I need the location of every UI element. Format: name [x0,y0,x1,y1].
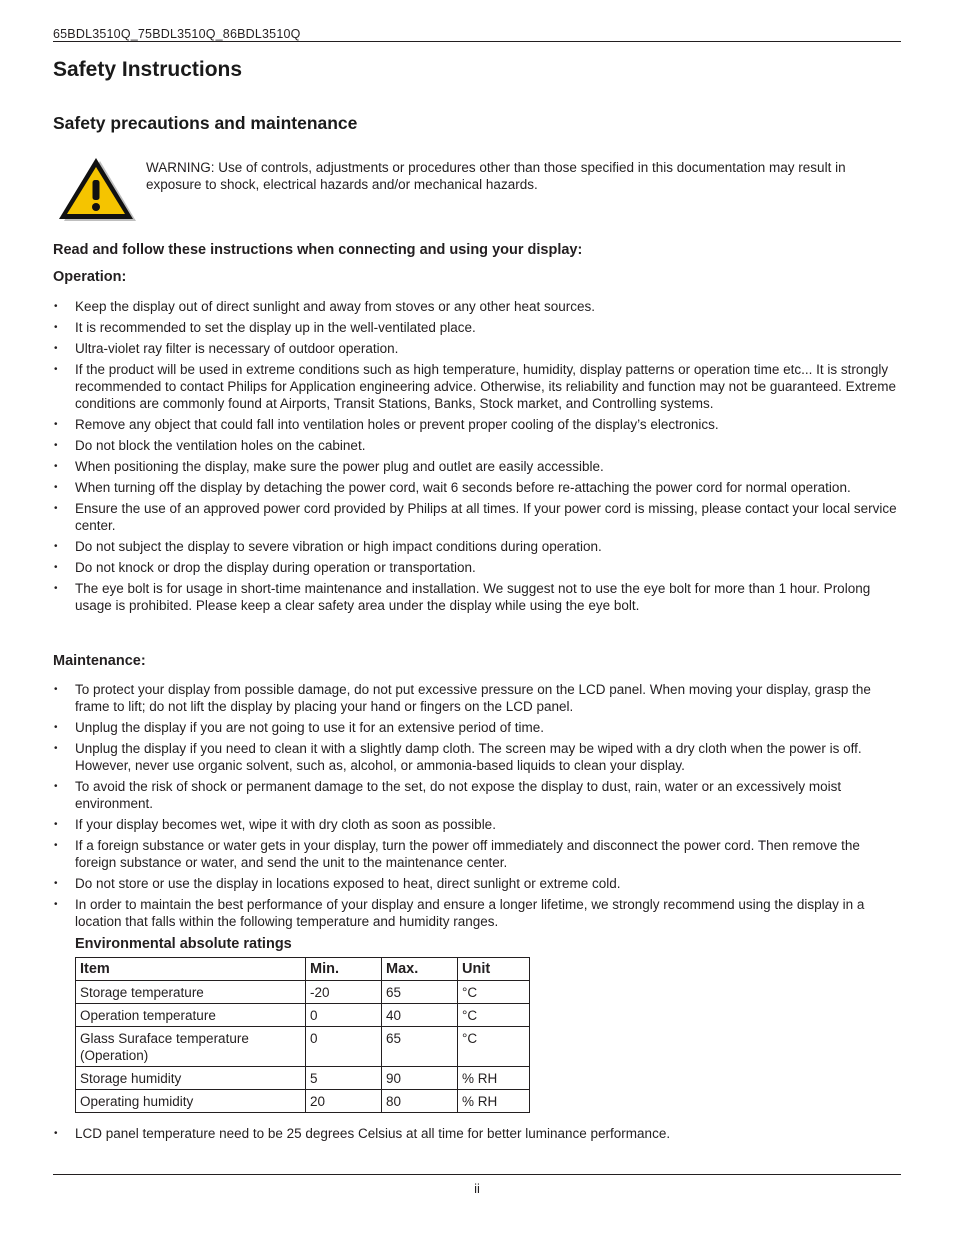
list-item: • Do not subject the display to severe vibration or high impact conditions during operation. [53,538,901,555]
list-item: • Ultra-violet ray filter is necessary of outdoor operation. [53,340,901,357]
env-table-title: Environmental absolute ratings [75,936,292,952]
list-item: • If a foreign substance or water gets in your display, turn the power off immediately and disconnect the power cord. Then remove the foreign substance or water, and send the unit to the maintenance center. [53,837,901,871]
table-cell: Glass Suraface temperature (Operation) [76,1027,306,1067]
page-number: ii [474,1181,480,1196]
footer-divider [53,1174,901,1175]
table-header-row [76,958,530,981]
table-row [76,1067,530,1090]
environmental-ratings-table [75,957,530,1113]
table-cell: °C [458,1027,530,1067]
table-cell: Operation temperature [76,1004,306,1027]
page-title: Safety Instructions [53,58,243,81]
list-item: • The eye bolt is for usage in short-time maintenance and installation. We suggest not to use the eye bolt for more than 1 hour. Prolong usage is prohibited. Please keep a clear safety area under the display while using the eye bolt. [53,580,901,614]
table-cell: 0 [306,1027,382,1067]
table-cell: 5 [306,1067,382,1090]
list-item: • Do not block the ventilation holes on the cabinet. [53,437,901,454]
list-item: • It is recommended to set the display up in the well-ventilated place. [53,319,901,336]
table-row [76,981,530,1004]
warning-text: WARNING: Use of controls, adjustments or procedures other than those specified in this documentation may result in exposure to shock, electrical hazards and/or mechanical hazards. [146,160,846,192]
table-cell: -20 [306,981,382,1004]
column-header-unit: Unit [458,958,530,981]
table-cell: °C [458,981,530,1004]
table-cell: °C [458,1004,530,1027]
list-item: • Do not knock or drop the display during operation or transportation. [53,559,901,576]
table-cell: 65 [382,981,458,1004]
list-item: • To avoid the risk of shock or permanent damage to the set, do not expose the display to dust, rain, water or an excessively moist environment. [53,778,901,812]
table-cell: % RH [458,1067,530,1090]
column-header-min: Min. [306,958,382,981]
section-title: Safety precautions and maintenance [53,113,358,133]
list-item: • Unplug the display if you are not going to use it for an extensive period of time. [53,719,901,736]
maintenance-list [53,681,901,934]
list-item: • To protect your display from possible damage, do not put excessive pressure on the LCD panel. When moving your display, grasp the frame to lift; do not lift the display by placing your hand or fingers on the LCD panel. [53,681,901,715]
table-cell: Storage temperature [76,981,306,1004]
list-item: • Do not store or use the display in locations exposed to heat, direct sunlight or extreme cold. [53,875,901,892]
list-item: • Remove any object that could fall into ventilation holes or prevent proper cooling of the display’s electronics. [53,416,901,433]
lead-instruction: Read and follow these instructions when connecting and using your display: [53,242,583,258]
list-item: • Unplug the display if you need to clean it with a slightly damp cloth. The screen may be wiped with a dry cloth when the power is off. However, never use organic solvent, such as, alcohol, or ammonia-based liquids to clean your display. [53,740,901,774]
model-header: 65BDL3510Q_75BDL3510Q_86BDL3510Q [53,27,301,41]
table-row [76,1090,530,1113]
column-header-max: Max. [382,958,458,981]
table-cell: 65 [382,1027,458,1067]
table-cell: 80 [382,1090,458,1113]
table-cell: 40 [382,1004,458,1027]
table-row [76,1027,530,1067]
table-cell: 20 [306,1090,382,1113]
list-item: • LCD panel temperature need to be 25 degrees Celsius at all time for better luminance performance. [53,1125,901,1142]
table-row [76,1004,530,1027]
list-item: • Ensure the use of an approved power cord provided by Philips at all times. If your power cord is missing, please contact your local service center. [53,500,901,534]
warning-triangle-icon [56,157,136,223]
list-item: • When turning off the display by detaching the power cord, wait 6 seconds before re-attaching the power cord for normal operation. [53,479,901,496]
list-item: • When positioning the display, make sure the power plug and outlet are easily accessible. [53,458,901,475]
table-cell: 0 [306,1004,382,1027]
operation-list [53,298,901,618]
operation-heading: Operation: [53,269,127,285]
header-divider [53,41,901,42]
list-item: • In order to maintain the best performance of your display and ensure a longer lifetime, we strongly recommend using the display in a location that falls within the following temperature and humidity ranges. [53,896,901,930]
final-note-list [53,1125,901,1146]
list-item: • Keep the display out of direct sunlight and away from stoves or any other heat sources. [53,298,901,315]
maintenance-heading: Maintenance: [53,653,146,669]
table-cell: Operating humidity [76,1090,306,1113]
table-cell: Storage humidity [76,1067,306,1090]
table-cell: % RH [458,1090,530,1113]
list-item: • If the product will be used in extreme conditions such as high temperature, humidity, display patterns or operation time etc... It is strongly recommended to contact Philips for Application engineering advice. Otherwise, its reliability and function may not be guaranteed. Extreme conditions are commonly found at Airports, Transit Stations, Banks, Stock market, and Controlling systems. [53,361,901,412]
list-item: • If your display becomes wet, wipe it with dry cloth as soon as possible. [53,816,901,833]
table-cell: 90 [382,1067,458,1090]
column-header-item: Item [76,958,306,981]
